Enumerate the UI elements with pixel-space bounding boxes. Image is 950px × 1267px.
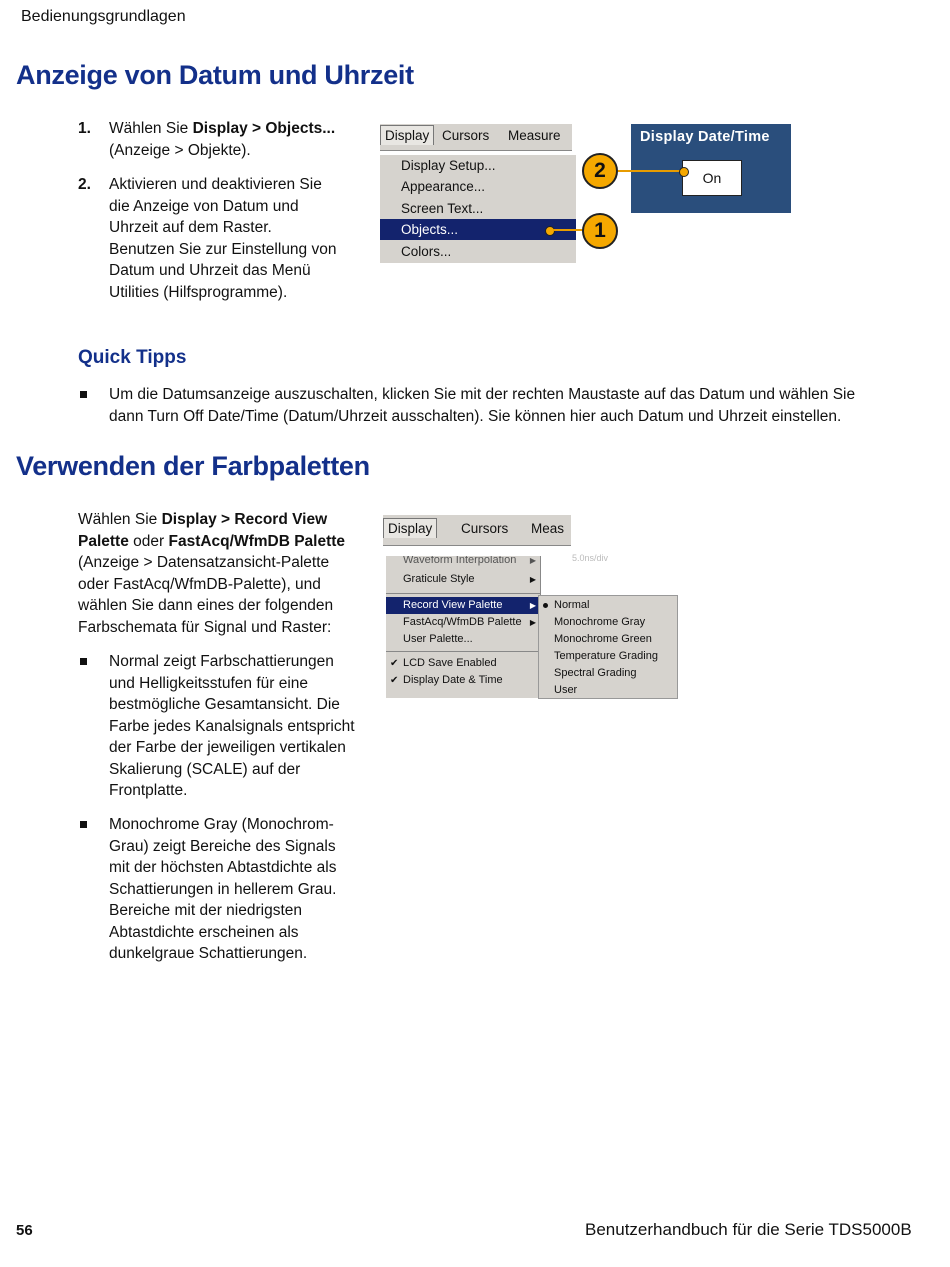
palette-bullet-gray: Monochrome Gray (Monochrom-Grau) zeigt Bereiche des Signals mit der höchsten Abtastdichte als Schattierungen in hellerem Grau. Bereiche mit der niedrigsten Abtastdichte erscheinen als dunkelgraue Schattierungen. xyxy=(78,814,358,965)
footer-title: Benutzerhandbuch für die Serie TDS5000B xyxy=(585,1220,912,1239)
check-icon: ✔ xyxy=(390,658,399,669)
running-head: Bedienungsgrundlagen xyxy=(21,8,186,25)
display-dropdown-2 xyxy=(386,556,541,698)
callout-2-leader xyxy=(618,170,682,172)
date-time-on-button[interactable]: On xyxy=(682,160,742,196)
palette-submenu xyxy=(538,595,678,699)
menu-bar xyxy=(380,124,572,151)
page-number: 56 xyxy=(16,1222,33,1239)
menu-item-display-date-time[interactable]: ✔ Display Date & Time xyxy=(386,672,540,689)
radio-selected-icon xyxy=(543,603,548,608)
menu-display[interactable]: Display xyxy=(380,125,434,145)
menu-item-record-view-palette[interactable]: Record View Palette ▶ xyxy=(386,597,540,614)
menu-item-colors[interactable]: Colors... xyxy=(401,244,452,259)
display-dropdown xyxy=(380,155,576,263)
submenu-monochrome-gray[interactable]: Monochrome Gray xyxy=(554,616,646,628)
check-icon: ✔ xyxy=(390,675,399,686)
section-title: Anzeige von Datum und Uhrzeit xyxy=(16,60,414,90)
quick-tips-title: Quick Tipps xyxy=(78,347,187,368)
step-2: 2. Aktivieren und deaktivieren Sie die Anzeige von Datum und Uhrzeit auf dem Raster. Benutzen Sie zur Einstellung von Datum und Uhrzeit das Menü Utilities (Hilfsprogramme). xyxy=(78,176,337,301)
menu-item-display-setup[interactable]: Display Setup... xyxy=(401,158,496,173)
menu-display-2[interactable]: Display xyxy=(383,518,437,538)
bullet-marker xyxy=(80,391,87,398)
callout-2: 2 xyxy=(582,153,618,189)
menu-cursors-2[interactable]: Cursors xyxy=(461,521,509,536)
callout-1-anchor xyxy=(545,226,555,236)
submenu-temperature-grading[interactable]: Temperature Grading xyxy=(554,650,658,662)
palette-intro: Wählen Sie Display > Record View Palette oder FastAcq/WfmDB Palette (Anzeige > Datensatzansicht-Palette oder FastAcq/WfmDB-Palette), und wählen Sie dann eines der folgenden Farbschemata für Signal und Raster: xyxy=(78,511,346,636)
submenu-spectral-grading[interactable]: Spectral Grading xyxy=(554,667,637,679)
submenu-normal[interactable]: Normal xyxy=(539,597,677,614)
menu-item-graticule-style[interactable]: Graticule Style ▶ xyxy=(403,573,536,585)
menu-cursors[interactable]: Cursors xyxy=(442,128,490,143)
panel-title: Display Date/Time xyxy=(640,129,770,145)
menu-item-screen-text[interactable]: Screen Text... xyxy=(401,201,484,216)
menu-measure[interactable]: Measure xyxy=(508,128,561,143)
palette-bullet-normal: Normal zeigt Farbschattierungen und Helligkeitsstufen für eine bestmögliche Gesamtansicht. Die Farbe jedes Kanalsignals entspricht der Farbe der jeweiligen vertikalen Skalierung (SCALE) auf der Frontplatte. xyxy=(78,651,358,802)
callout-1-leader xyxy=(553,229,583,231)
submenu-user[interactable]: User xyxy=(554,684,578,696)
graticule-readout: 5.0ns/div xyxy=(572,553,609,563)
menu-bar-2 xyxy=(383,515,571,546)
menu-item-interpolation[interactable]: Waveform Interpolation ▶ xyxy=(403,556,536,566)
menu-item-fastacq-palette[interactable]: FastAcq/WfmDB Palette ▶ xyxy=(403,616,536,628)
callout-1: 1 xyxy=(582,213,618,249)
menu-item-user-palette[interactable]: User Palette... xyxy=(403,633,473,645)
menu-item-appearance[interactable]: Appearance... xyxy=(401,179,486,194)
section-title-2: Verwenden der Farbpaletten xyxy=(16,451,370,481)
menu-item-lcd-save[interactable]: ✔ LCD Save Enabled xyxy=(386,655,540,672)
step-1: 1. Wählen Sie Display > Objects... (Anzeige > Objekte). xyxy=(78,120,336,159)
menu-item-objects[interactable]: Objects... xyxy=(380,219,576,240)
submenu-monochrome-green[interactable]: Monochrome Green xyxy=(554,633,652,645)
display-date-time-panel xyxy=(631,124,791,213)
callout-2-anchor xyxy=(679,167,689,177)
quick-tip-item: Um die Datumsanzeige auszuschalten, klicken Sie mit der rechten Maustaste auf das Datum und wählen Sie dann Turn Off Date/Time (Datum/Uhrzeit ausschalten). Sie können hier auch Datum und Uhrzeit einstellen. xyxy=(78,384,878,427)
menu-measure-2[interactable]: Meas xyxy=(531,521,565,536)
